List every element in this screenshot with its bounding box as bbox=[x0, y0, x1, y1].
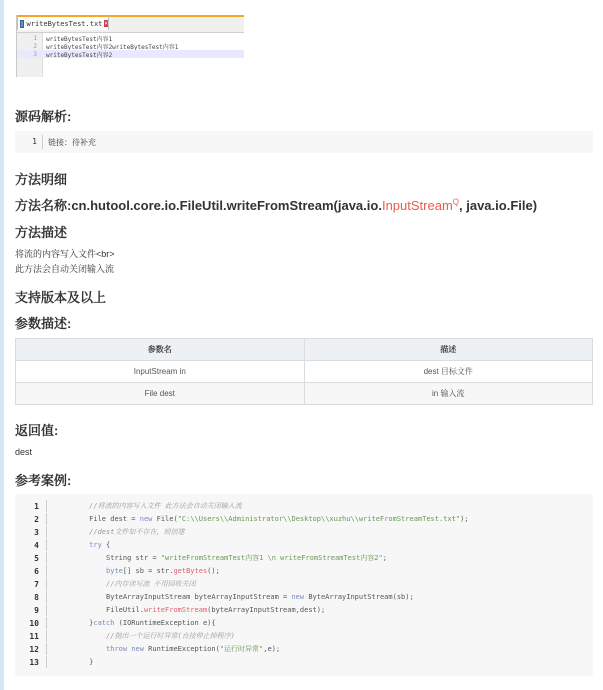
close-icon: × bbox=[104, 20, 108, 27]
source-code-block bbox=[15, 131, 593, 153]
method-desc-heading: 方法描述 bbox=[15, 225, 68, 240]
line-number: 1 bbox=[34, 501, 39, 511]
code-text: throw new RuntimeException("运行时异常",e); bbox=[106, 645, 281, 653]
table-row bbox=[16, 383, 593, 405]
editor-screenshot-image bbox=[16, 15, 244, 77]
param-name-cell: File dest bbox=[16, 383, 305, 405]
line-number: 5 bbox=[34, 553, 39, 563]
line-number: 3 bbox=[33, 50, 37, 58]
code-text: FileUtil.writeFromStream(byteArrayInputStream,dest); bbox=[106, 606, 326, 614]
version-heading: 支持版本及以上 bbox=[15, 290, 107, 305]
code-text: try { bbox=[89, 541, 111, 549]
example-heading: 参考案例: bbox=[15, 473, 72, 488]
code-line bbox=[15, 643, 593, 655]
params-header-row bbox=[16, 339, 593, 361]
code-text: String str = "writeFromStreamTest内容1 \n writeFromStreamTest内容2"; bbox=[106, 554, 387, 562]
param-desc-cell: in 输入流 bbox=[304, 383, 593, 405]
source-analysis-heading: 源码解析: bbox=[15, 109, 72, 124]
code-text: File dest = new File("C:\\Users\\Administrator\\Desktop\\xuzhu\\writeFromStreamTest.txt"); bbox=[89, 515, 469, 523]
code-text: ByteArrayInputStream byteArrayInputStream = new ByteArrayInputStream(sb); bbox=[106, 593, 414, 601]
line-number: 4 bbox=[34, 540, 39, 550]
code-line bbox=[15, 526, 593, 538]
param-name-cell: InputStream in bbox=[16, 361, 305, 383]
inputstream-link[interactable]: InputStream bbox=[381, 198, 453, 213]
code-text: byte[] sb = str.getBytes(); bbox=[106, 567, 220, 575]
method-detail-heading: 方法明细 bbox=[15, 172, 68, 187]
col-header-param-name: 参数名 bbox=[16, 339, 305, 361]
line-number: 10 bbox=[29, 618, 39, 628]
line-number: 2 bbox=[34, 514, 39, 524]
source-code-text[interactable]: 链接：待补充 bbox=[48, 138, 96, 147]
code-line bbox=[15, 591, 593, 603]
line-number: 1 bbox=[32, 137, 37, 146]
line-text: writeBytesTest内容1 bbox=[46, 35, 113, 43]
code-text: //将流的内容写入文件 此方法会自动关闭输入流 bbox=[89, 502, 242, 510]
line-number: 8 bbox=[34, 592, 39, 602]
search-icon[interactable]: Q bbox=[452, 197, 460, 207]
code-text: }catch (IORuntimeException e){ bbox=[89, 619, 216, 627]
param-desc-cell: dest 目标文件 bbox=[304, 361, 593, 383]
editor-tab-label: writeBytesTest.txt bbox=[26, 19, 103, 28]
file-save-icon bbox=[20, 20, 24, 28]
table-row bbox=[16, 361, 593, 383]
method-desc-line: 将流的内容写入文件<br> bbox=[15, 249, 115, 259]
line-number: 13 bbox=[29, 657, 39, 667]
code-line bbox=[15, 565, 593, 577]
params-heading: 参数描述: bbox=[15, 316, 72, 331]
returns-value: dest bbox=[15, 447, 33, 457]
example-code-block[interactable] bbox=[15, 494, 593, 676]
returns-heading: 返回值: bbox=[15, 423, 59, 438]
code-text: //dest文件如不存在，则创建 bbox=[89, 528, 185, 536]
line-text: writeBytesTest内容2writeBytesTest内容1 bbox=[46, 43, 179, 51]
code-text: //内存读写流 不用回收关闭 bbox=[106, 580, 196, 588]
left-border-strip bbox=[0, 0, 4, 690]
code-line bbox=[15, 539, 593, 551]
method-signature-prefix: 方法名称:cn.hutool.core.io.FileUtil.writeFromStream(java.io. bbox=[15, 198, 382, 213]
line-number: 6 bbox=[34, 566, 39, 576]
method-signature-suffix: , java.io.File) bbox=[459, 198, 538, 213]
code-line bbox=[15, 578, 593, 590]
editor-body bbox=[17, 33, 244, 77]
editor-line-highlighted bbox=[17, 50, 244, 58]
line-number: 1 bbox=[33, 34, 37, 42]
method-desc-line: 此方法会自动关闭输入流 bbox=[15, 264, 115, 274]
code-line bbox=[15, 500, 593, 512]
editor-tab bbox=[17, 15, 109, 30]
code-text: } bbox=[89, 658, 94, 666]
line-text: writeBytesTest内容2 bbox=[46, 51, 113, 59]
code-line bbox=[15, 656, 593, 668]
line-number: 12 bbox=[29, 644, 39, 654]
line-number: 2 bbox=[33, 42, 37, 50]
method-signature bbox=[15, 195, 537, 214]
code-line bbox=[15, 513, 593, 525]
code-line bbox=[15, 604, 593, 616]
line-number: 11 bbox=[29, 631, 39, 641]
line-number: 3 bbox=[34, 527, 39, 537]
params-table bbox=[15, 338, 593, 405]
code-line bbox=[15, 617, 593, 629]
gutter-separator bbox=[42, 135, 43, 149]
editor-tabbar bbox=[17, 15, 244, 33]
line-number: 7 bbox=[34, 579, 39, 589]
code-line bbox=[15, 630, 593, 642]
line-number: 9 bbox=[34, 605, 39, 615]
code-text: //抛出一个运行时异常(直接停止掉程序) bbox=[106, 632, 235, 640]
code-line bbox=[15, 552, 593, 564]
col-header-description: 描述 bbox=[304, 339, 593, 361]
